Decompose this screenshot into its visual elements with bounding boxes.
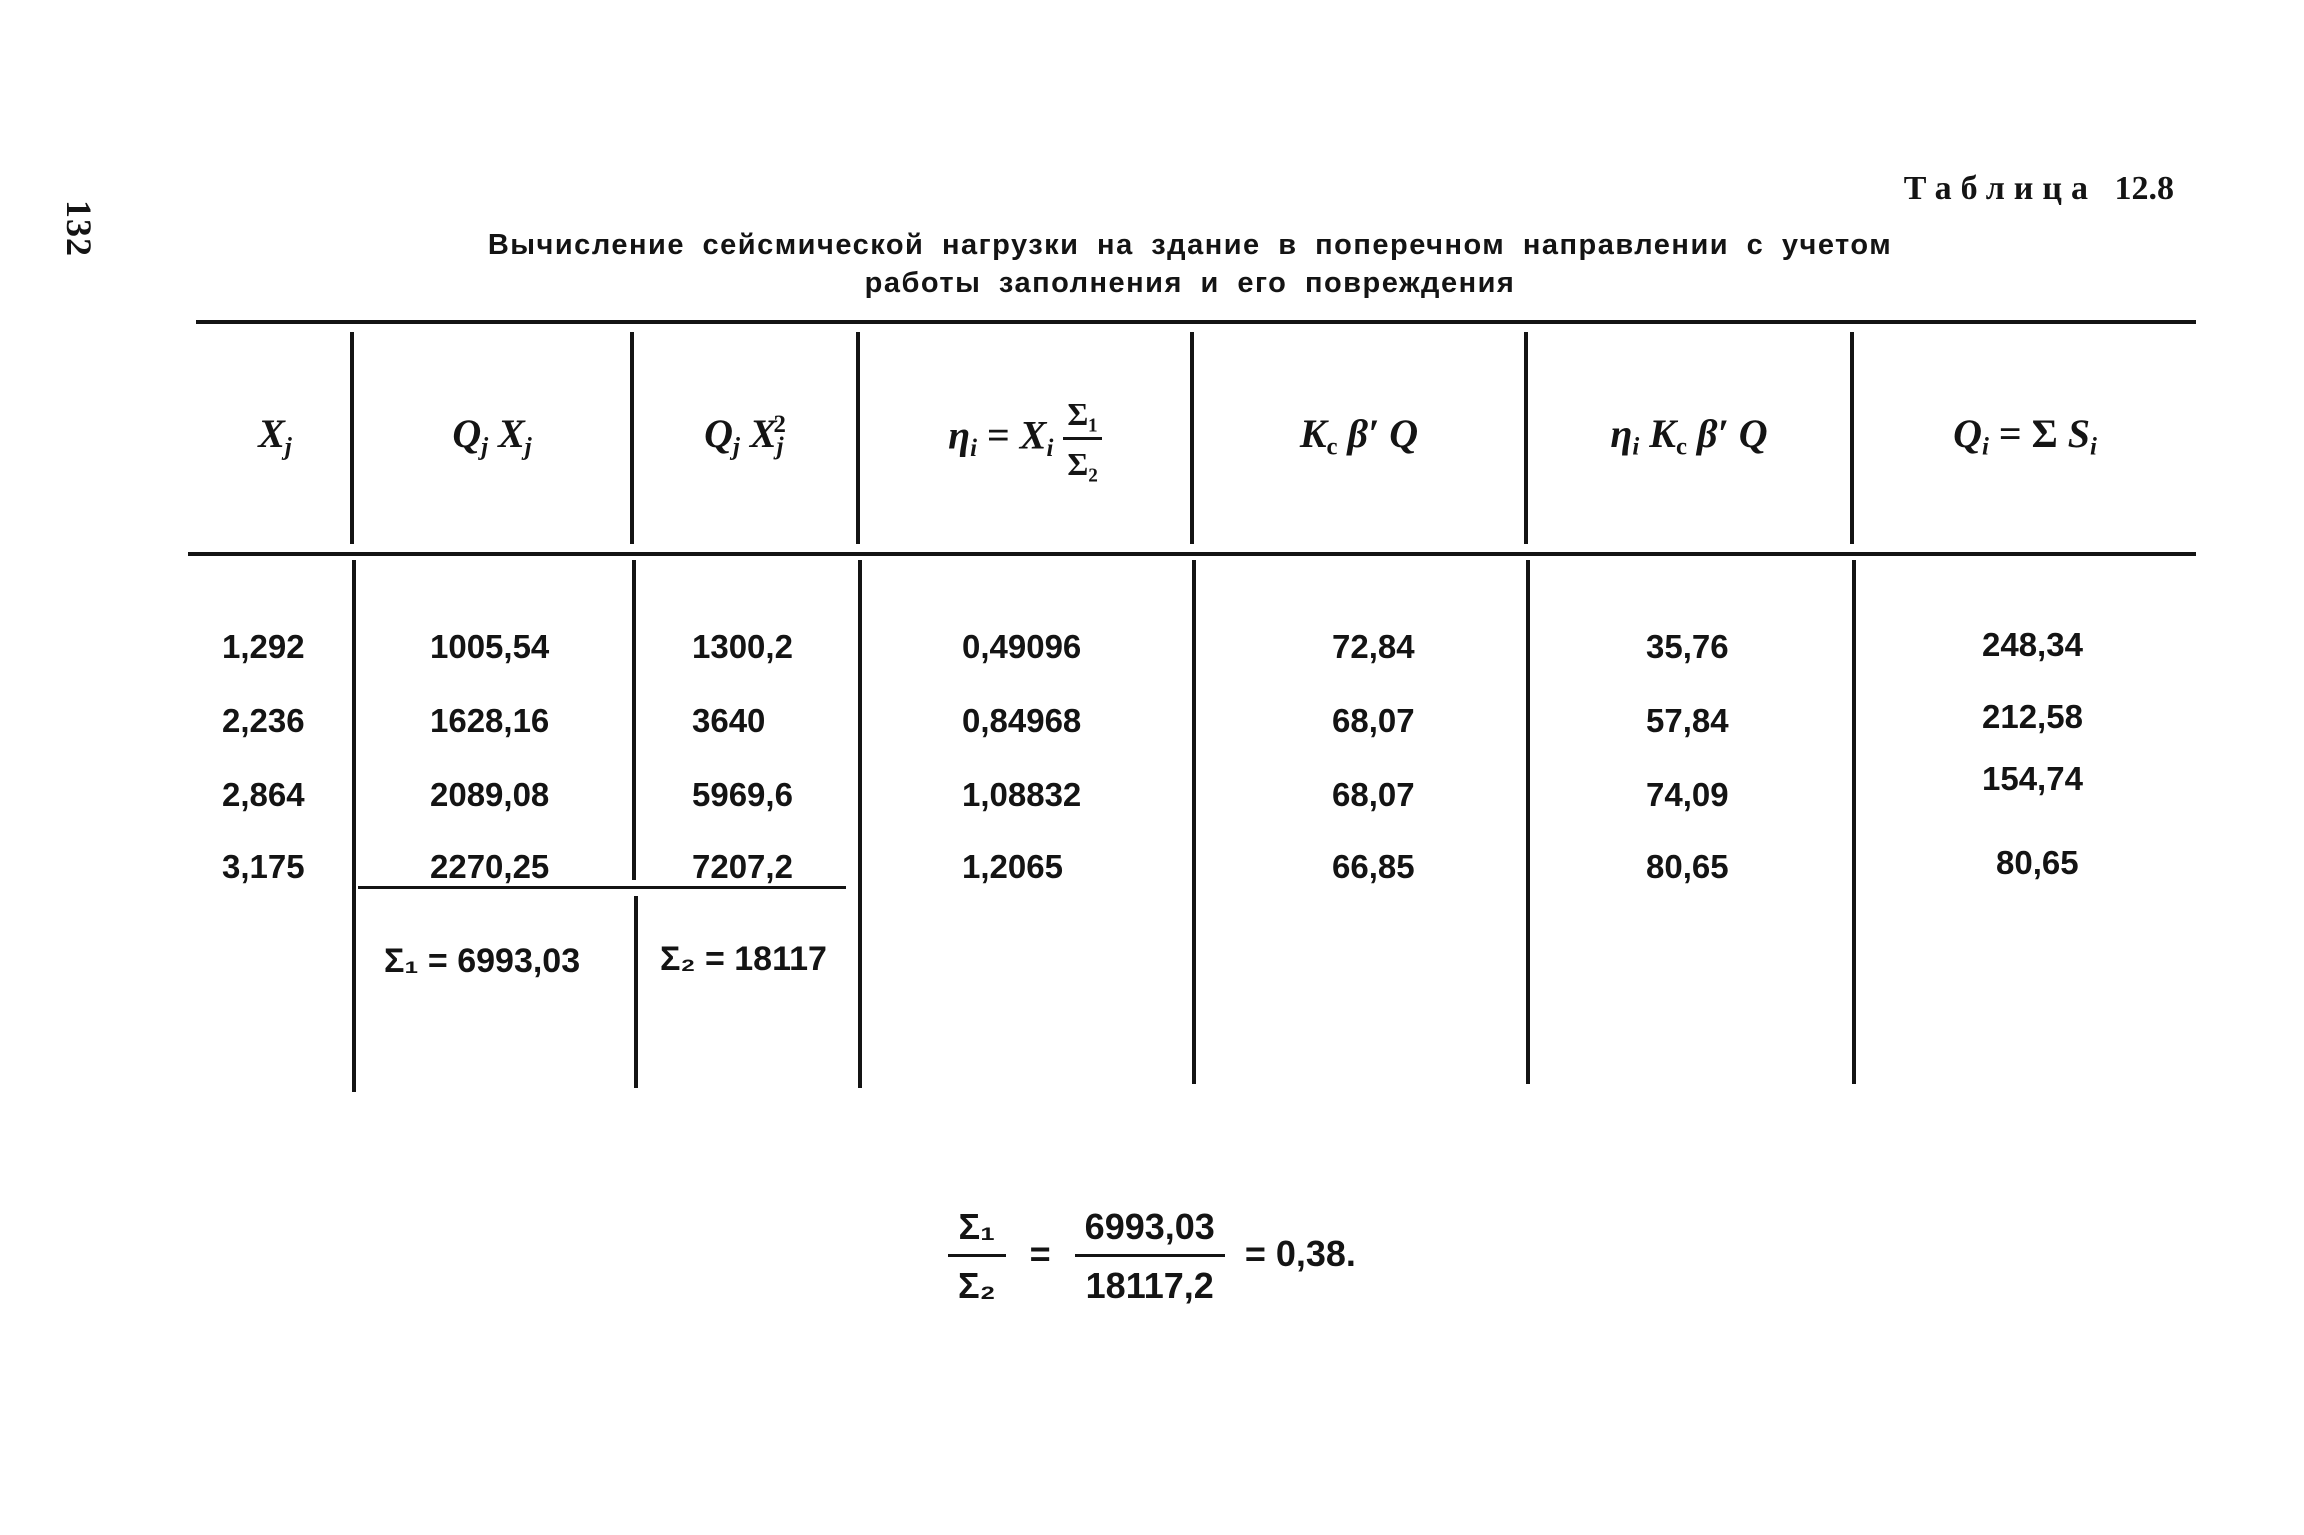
- table-row-4-qjxj: 2270,25: [430, 848, 550, 885]
- table-row-1-qi: 248,34: [1982, 626, 2083, 663]
- header-eta-formula: $\eta_i = X_i$ $\frac{\text{Σ₁}}{\text{Σ₂}}$: [860, 396, 1190, 483]
- formula-left-numerator: Σ₁: [948, 1206, 1006, 1257]
- col-divider-2-body-upper: [632, 560, 636, 880]
- table-caption-line-2: работы заполнения и его повреждения: [864, 267, 1516, 299]
- col-divider-1-body: [352, 560, 356, 1092]
- table-row-4-qi: 80,65: [1996, 844, 2079, 881]
- formula-mid-denominator: 18117,2: [1085, 1265, 1214, 1306]
- table-row-1-xj: 1,292: [222, 628, 305, 665]
- header-qj-xj2: $Q_j$ $X_j^2$: [704, 411, 786, 461]
- col-divider-6-body: [1852, 560, 1856, 1084]
- table-row-1-etakcbq: 35,76: [1646, 628, 1729, 665]
- table-row-1-qjxj2: 1300,2: [692, 628, 793, 665]
- table-row-2-etakcbq: 57,84: [1646, 702, 1729, 739]
- table-row-1-kcbq: 72,84: [1332, 628, 1415, 665]
- header-qi-sum-si: $Q_i = \Sigma$ $S_i$: [1953, 411, 2097, 461]
- formula-left-denominator: Σ₂: [958, 1265, 996, 1306]
- table-row-3-eta: 1,08832: [962, 776, 1082, 813]
- table-caption-line-1: Вычисление сейсмической нагрузки на здание в поперечном направлении с учетом: [487, 229, 1893, 261]
- formula-mid-numerator: 6993,03: [1075, 1206, 1225, 1257]
- table-row-3-kcbq: 68,07: [1332, 776, 1415, 813]
- ratio-formula: [948, 1206, 1356, 1307]
- table-label-word: Таблица: [1903, 170, 2097, 207]
- table-row-1-qjxj: 1005,54: [430, 628, 550, 665]
- table-label: [1904, 170, 2174, 208]
- table-row-2-xj: 2,236: [222, 702, 305, 739]
- table-row-2-qi: 212,58: [1982, 698, 2083, 735]
- table-row-3-qi: 154,74: [1982, 760, 2083, 797]
- header-eta-frac-bottom: Σ₂: [1067, 446, 1098, 482]
- table-row-4-qjxj2: 7207,2: [692, 848, 793, 885]
- page-number: 132: [59, 200, 99, 257]
- formula-equals: =: [1029, 1233, 1051, 1275]
- table-row-2-eta: 0,84968: [962, 702, 1082, 739]
- table-row-4-etakcbq: 80,65: [1646, 848, 1729, 885]
- table-number: 12.8: [2114, 170, 2174, 207]
- header-eta-frac-top: Σ₁: [1063, 396, 1102, 440]
- col-divider-2-body-lower: [634, 896, 638, 1088]
- col-divider-3-body: [858, 560, 862, 1088]
- table-row-3-etakcbq: 74,09: [1646, 776, 1729, 813]
- sum-sigma2: Σ₂ = 18117: [660, 940, 827, 978]
- header-xj: $X_j$: [258, 411, 292, 461]
- header-qj-xj: $Q_j$ $X_j$: [452, 411, 532, 461]
- table-top-rule: [196, 320, 2196, 324]
- formula-result: = 0,38.: [1244, 1233, 1356, 1275]
- sum-sigma1: Σ₁ = 6993,03: [384, 942, 581, 980]
- col-divider-5-body: [1526, 560, 1530, 1084]
- col-divider-4-body: [1192, 560, 1196, 1084]
- table-row-2-qjxj2: 3640: [692, 702, 766, 739]
- table-row-3-qjxj2: 5969,6: [692, 776, 793, 813]
- sum-rule: [358, 886, 846, 889]
- header-kc-beta-q: $K_c$ β′ Q: [1299, 411, 1419, 461]
- table-row-2-kcbq: 68,07: [1332, 702, 1415, 739]
- table-row-4-kcbq: 66,85: [1332, 848, 1415, 885]
- table-row-3-xj: 2,864: [222, 776, 305, 813]
- table-row-3-qjxj: 2089,08: [430, 776, 550, 813]
- table-row-2-qjxj: 1628,16: [430, 702, 550, 739]
- table-row-4-eta: 1,2065: [962, 848, 1063, 885]
- header-eta-kc-beta-q: $\eta_i$ $K_c$ β′ Q: [1610, 411, 1768, 461]
- table-row-4-xj: 3,175: [222, 848, 305, 885]
- table-header-rule: [188, 552, 2196, 556]
- table-row-1-eta: 0,49096: [962, 628, 1082, 665]
